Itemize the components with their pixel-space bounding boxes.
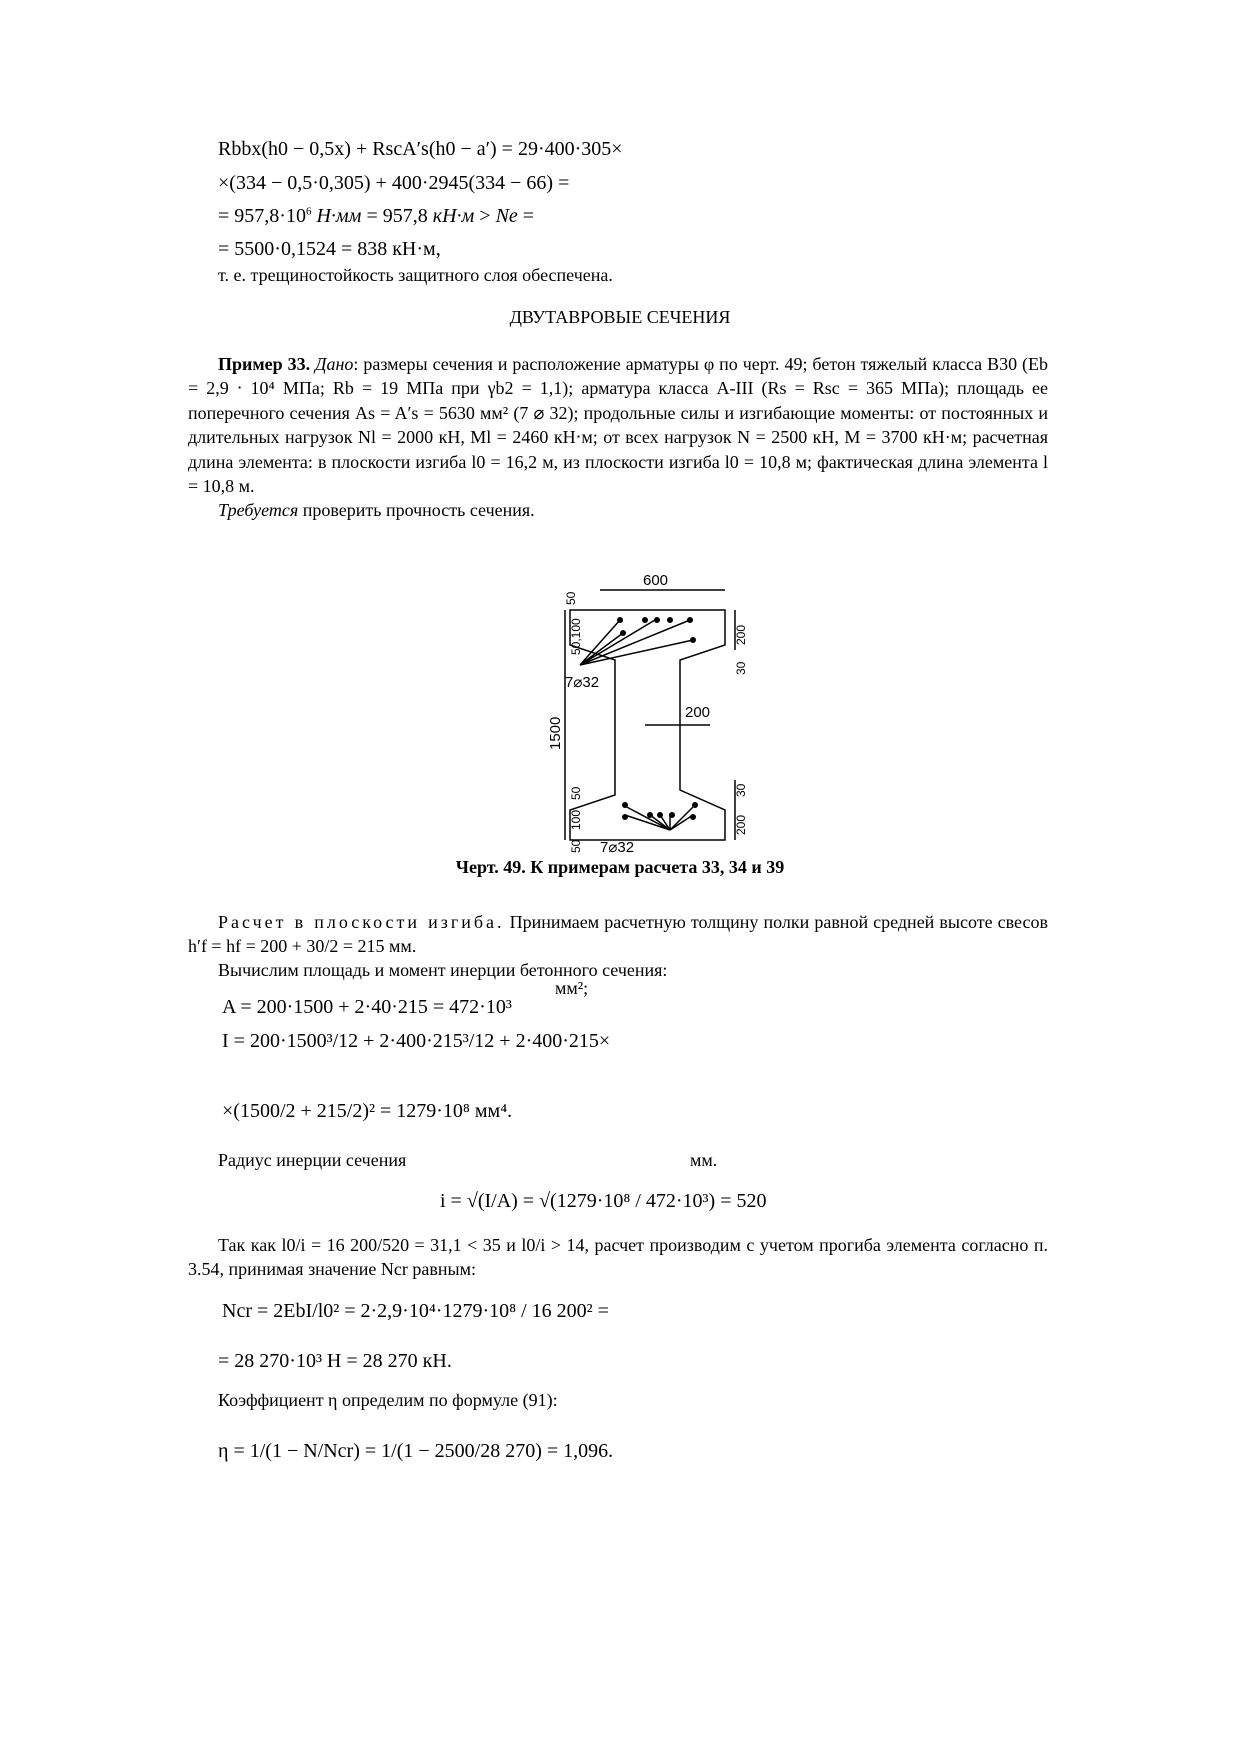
inertia-formula-1: I = 200·1500³/12 + 2·400·215³/12 + 2·400·215× (222, 1030, 611, 1052)
rebar-label-top: 7⌀32 (565, 674, 600, 691)
dim-1500: 1500 (547, 716, 564, 750)
required-paragraph (188, 498, 1048, 522)
radius-formula: i = √(I/A) = √(1279·10⁸ / 472·10³) = 520 (440, 1190, 767, 1212)
dim-30-top: 30 (734, 661, 748, 675)
figure-caption: Черт. 49. К примерам расчета 33, 34 и 39 (455, 857, 785, 877)
dim-600: 600 (643, 572, 669, 589)
dim-100-low: 100 (569, 809, 583, 830)
ncr-formula-1: Ncr = 2EbI/l0² = 2·2,9·10⁴·1279·10⁸ / 16 200² = (222, 1300, 609, 1322)
formula-line: Rbbx(h0 − 0,5x) + RscA′s(h0 − a′) = 29·400·305× (218, 138, 623, 160)
dim-30-bottom: 30 (734, 783, 748, 797)
required-text: проверить прочность сечения. (298, 500, 535, 520)
dim-50-low: 50 (569, 786, 583, 800)
section-heading: ДВУТАВРОВЫЕ СЕЧЕНИЯ (509, 307, 731, 327)
area-formula: A = 200·1500 + 2·40·215 = 472·10³ (222, 996, 512, 1018)
given-label: Дано (315, 354, 354, 374)
radius-label: Радиус инерции сечения (218, 1150, 407, 1170)
dim-200-web: 200 (685, 704, 711, 721)
radius-unit: мм. (690, 1150, 718, 1170)
inertia-formula-2: ×(1500/2 + 215/2)² = 1279·10⁸ мм⁴. (222, 1100, 513, 1122)
eta-formula: η = 1/(1 − N/Ncr) = 1/(1 − 2500/28 270) = 1,096. (218, 1440, 614, 1462)
conclusion-text: т. е. трещиностойкость защитного слоя обеспечена. (218, 265, 613, 285)
example-title: Пример 33. (218, 354, 311, 374)
dim-200-bottom: 200 (734, 814, 748, 835)
area-unit: мм²; (555, 978, 589, 998)
calc-text-3: Так как l0/i = 16 200/520 = 31,1 < 35 и l0/i > 14, расчет производим с учетом прогиба элемента согласно п. 3.54, принимая значение Ncr равным: (188, 1235, 1048, 1280)
rebar-label-bottom: 7⌀32 (600, 839, 635, 856)
dim-50: 50 (564, 591, 578, 605)
calc-text-2: Вычислим площадь и момент инерции бетонного сечения: (218, 960, 668, 980)
required-label: Требуется (218, 500, 299, 520)
formula-line: = $957,8\cdot 10^6$ Н·мм = 957,8 кН·м > Ne = (218, 205, 535, 227)
calc-text: Принимаем расчетную толщину полки равной средней высоте свесов h′f = hf = 200 + 30/2 = 215 мм. (188, 912, 1048, 957)
dim-50-100: 50,100 (569, 618, 583, 655)
formula-line: = 5500·0,1524 = 838 кН·м, (218, 238, 441, 260)
i-beam-drawing (545, 565, 795, 855)
calc-text-4: Коэффициент η определим по формуле (91): (218, 1390, 558, 1410)
calc-paragraph (188, 910, 1048, 959)
spaced-heading: Расчет в плоскости изгиба. (218, 912, 505, 932)
example-paragraph (188, 352, 1048, 498)
dim-200-top: 200 (734, 624, 748, 645)
dim-50-bottom: 50 (569, 839, 583, 853)
ncr-formula-2: = 28 270·10³ Н = 28 270 кН. (218, 1350, 452, 1372)
formula-line: ×(334 − 0,5·0,305) + 400·2945(334 − 66) = (218, 172, 570, 194)
example-text: : размеры сечения и расположение арматуры φ по черт. 49; бетон тяжелый класса В30 (Eb = 2,9 ⋅ 10⁴ МПа; Rb = 19 МПа при γb2 = 1,1); арматура класса А-III (Rs = Rsc = 365 МПа); площадь ее поперечного сечения As = A′s = 5630 мм² (7 ⌀ 32); продольные силы и изгибающие моменты: от постоянных и длительных нагрузок Nl = 2000 кН, Ml = 2460 кН⋅м; от всех нагрузок N = 2500 кН, M = 3700 кН·м; расчетная длина элемента: в плоскости изгиба l0 = 16,2 м, из плоскости изгиба l0 = 10,8 м; фактическая длина элемента l = 10,8 м. (188, 354, 1048, 497)
